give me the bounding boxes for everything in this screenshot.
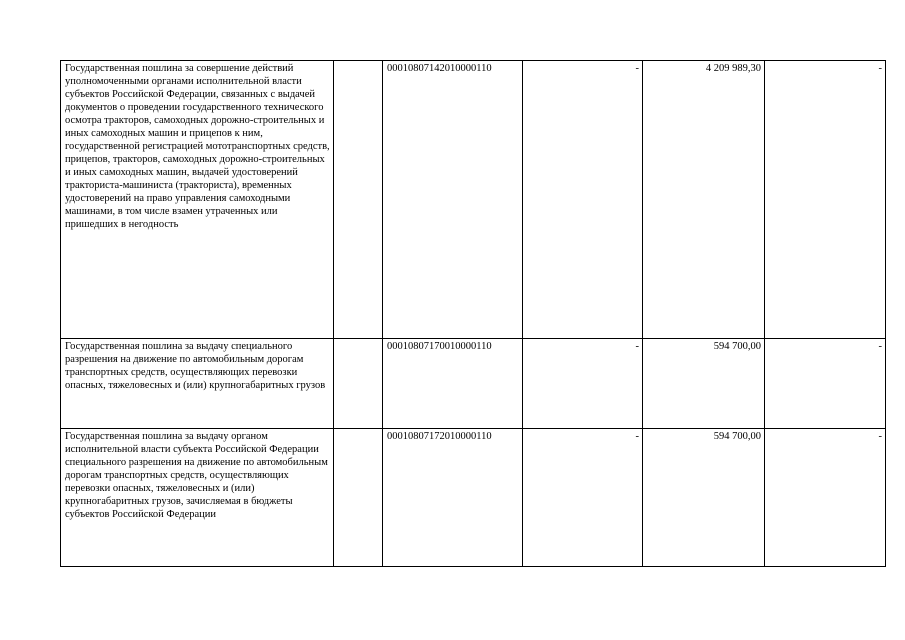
revenue-name-cell: Государственная пошлина за выдачу специального разрешения на движение по автомобильным дорогам транспортных средств, осуществляющих перевозки опасных, тяжеловесных и (или) крупногабаритных грузов: [61, 339, 334, 429]
value-c-cell: -: [765, 429, 886, 567]
value-b-cell: 4 209 989,30: [643, 61, 765, 339]
value-b-cell: 594 700,00: [643, 339, 765, 429]
revenue-name-cell: Государственная пошлина за совершение действий уполномоченными органами исполнительной власти субъектов Российской Федерации, связанных с выдачей документов о проведении государственного технического осмотра тракторов, самоходных дорожно-строительных и иных самоходных машин и прицепов к ним, государственной регистрацией мототранспортных средств, прицепов, тракторов, самоходных дорожно-строительных и иных самоходных машин, выдачей удостоверений тракториста-машиниста (тракториста), временных удостоверений на право управления самоходными машинами, в том числе взамен утраченных или пришедших в негодность: [61, 61, 334, 339]
value-c-cell: -: [765, 339, 886, 429]
value-a-cell: -: [523, 339, 643, 429]
blank-cell: [334, 429, 383, 567]
value-a-cell: -: [523, 61, 643, 339]
budget-code-cell: 00010807172010000110: [383, 429, 523, 567]
revenue-name-cell: Государственная пошлина за выдачу органом исполнительной власти субъекта Российской Федерации специального разрешения на движение по автомобильным дорогам транспортных средств, осуществляющих перевозки опасных, тяжеловесных и (или) крупногабаритных грузов, зачисляемая в бюджеты субъектов Российской Федерации: [61, 429, 334, 567]
blank-cell: [334, 61, 383, 339]
budget-revenue-table: [60, 60, 886, 567]
value-a-cell: -: [523, 429, 643, 567]
budget-code-cell: 0001080714201000011​0: [383, 61, 523, 339]
table-row: [61, 429, 886, 567]
blank-cell: [334, 339, 383, 429]
budget-code-cell: 00010807170010000110: [383, 339, 523, 429]
table-row: [61, 339, 886, 429]
table-row: [61, 61, 886, 339]
value-b-cell: 594 700,00: [643, 429, 765, 567]
value-c-cell: -: [765, 61, 886, 339]
